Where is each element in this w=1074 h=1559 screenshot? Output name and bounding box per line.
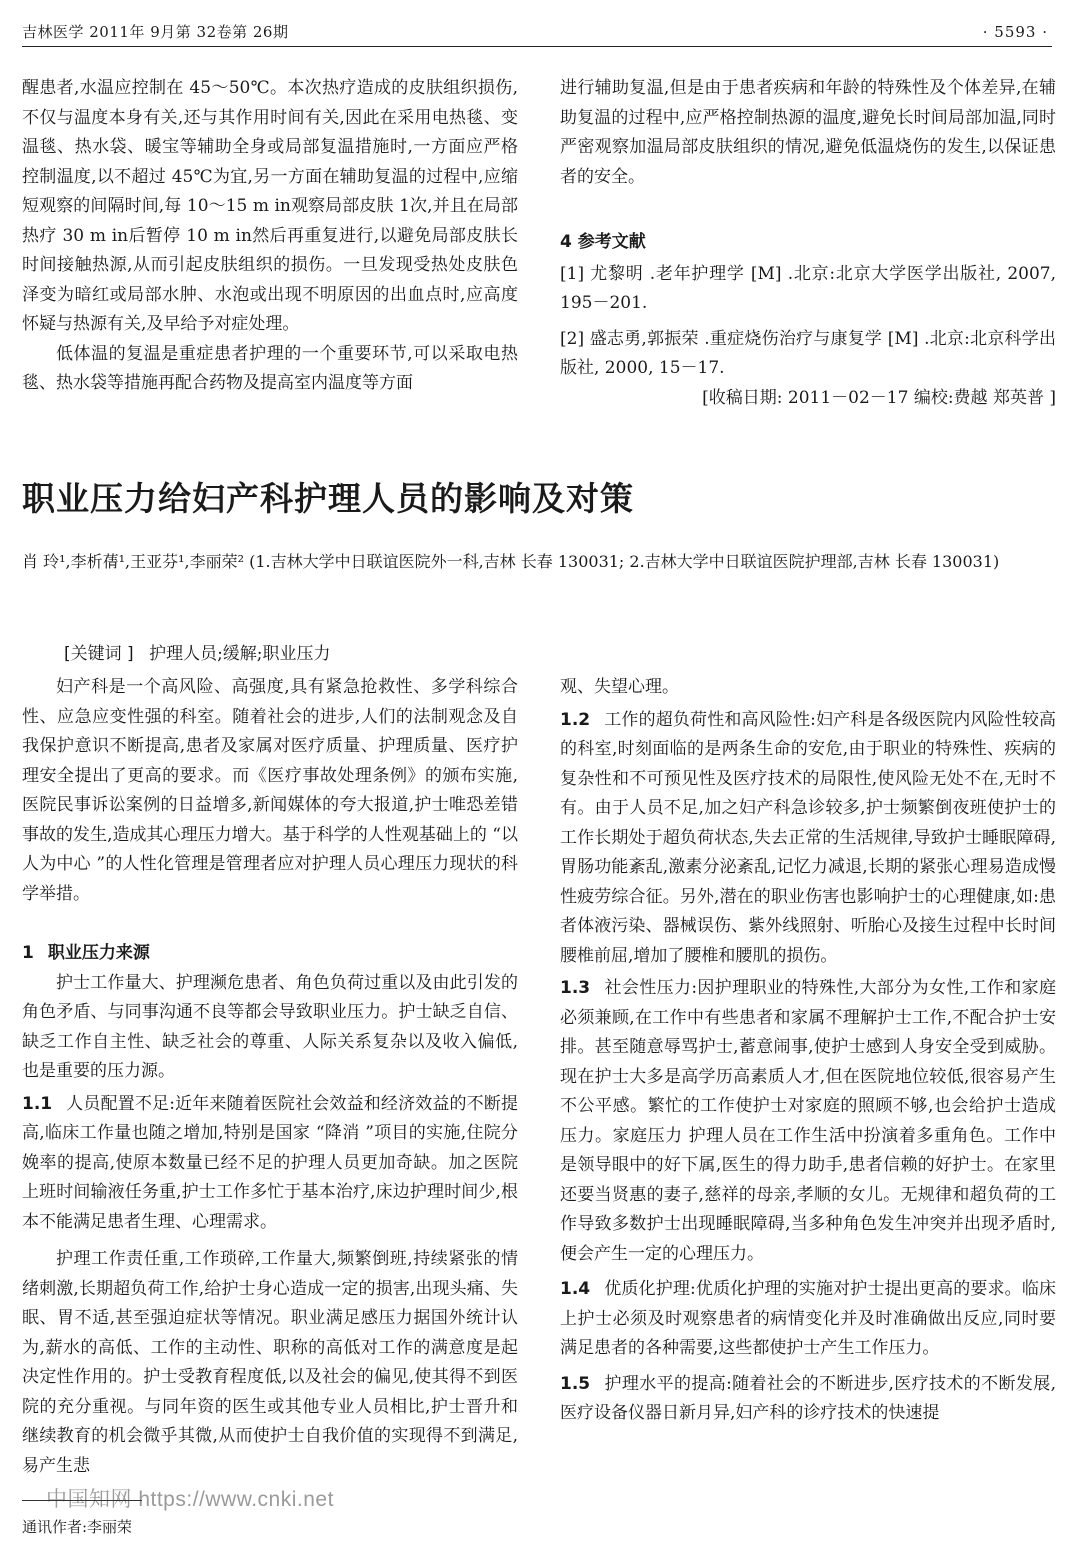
subsection-1-5-text: 护理水平的提高:随着社会的不断进步,医疗技术的不断发展,医疗设备仪器日新月异,妇产科的诊疗技术的快速提 [560,1373,1056,1423]
intro-paragraph: 妇产科是一个高风险、高强度,具有紧急抢救性、多学科综合性、应急应变性强的科室。随着社会的进步,人们的法制观念及自我保护意识不断提高,患者及家属对医疗质量、护理质量、医疗护理安全提出了更高的要求。而《医疗事故处理条例》的颁布实施,医院民事诉讼案例的日益增多,新闻媒体的夸大报道,护士唯恐差错事故的发生,造成其心理压力增大。基于科学的人性观基础上的 “以人为中心 ”的人性化管理是管理者应对护理人员心理压力现状的科学举措。 [22,677,518,904]
keywords [64,641,534,667]
section-1-title: 职业压力来源 [47,943,150,963]
journal-info: 吉林医学 2011年 9月第 32卷第 26期 [22,23,289,41]
keywords-text: 护理人员;缓解;职业压力 [149,644,331,664]
subsection-1-4 [560,1275,1056,1364]
section-1-number: 1 [22,943,34,963]
subsection-1-3 [560,974,1056,1269]
subsection-1-5 [560,1370,1056,1429]
prev-article-left-column [22,74,518,399]
subsection-1-3-text: 社会性压力:因护理职业的特殊性,大部分为女性,工作和家庭必须兼顾,在工作中有些患者和家属不理解护士工作,不配合护士安排。甚至随意辱骂护士,蓄意闹事,使护士感到人身安全受到威胁。现在护士大多是高学历高素质人才,但在医院地位较低,很容易产生不公平感。繁忙的工作使护士对家庭的照顾不够,也会给护士造成压力。家庭压力 护理人员在工作生活中扮演着多重角色。工作中是领导眼中的好下属,医生的得力助手,患者信赖的好护士。在家里还要当贤惠的妻子,慈祥的母亲,孝顺的女儿。无规律和超负荷的工作导致多数护士出现睡眠障碍,当多种角色发生冲突并出现矛盾时,便会产生一定的心理压力。 [560,978,1056,1264]
prev-paragraph-2: 低体温的复温是重症患者护理的一个重要环节,可以采取电热毯、热水袋等措施再配合药物及提高室内温度等方面 [22,343,518,393]
subsection-1-2-text: 工作的超负荷性和高风险性:妇产科是各级医院内风险性较高的科室,时刻面临的是两条生命的安危,由于职业的特殊性、疾病的复杂性和不可预见性及医疗技术的局限性,使风险无处不在,无时不有。由于人员不足,加之妇产科急诊较多,护士频繁倒夜班使护士的工作长期处于超负荷状态,失去正常的生活规律,导致护士睡眠障碍,胃肠功能紊乱,激素分泌紊乱,记忆力减退,长期的紧张心理易造成慢性疲劳综合征。另外,潜在的职业伤害也影响护士的心理健康,如:患者体液污染、器械误伤、紫外线照射、听胎心及接生过程中长时间腰椎前屈,增加了腰椎和腰肌的损伤。 [560,709,1056,966]
subsection-1-1 [22,1090,518,1238]
reference-2: [2] 盛志勇,郭振荣 .重症烧伤治疗与康复学 [M] .北京:北京科学出版社, 2000, 15－17. [560,328,1056,378]
prev-article-right-column [560,74,1056,413]
footnote-divider [22,1500,142,1501]
authors-affiliations: 肖 玲¹,李析蒨¹,王亚芬¹,李丽荣² (1.吉林大学中日联谊医院外一科,吉林 长春 130031; 2.吉林大学中日联谊医院护理部,吉林 长春 130031) [22,552,1000,571]
page-number: · 5593 · [982,23,1048,41]
subsection-1-4-text: 优质化护理:优质化护理的实施对护士提出更高的要求。临床上护士必须及时观察患者的病情变化并及时准确做出反应,同时要满足患者的各种需要,这些都使护士产生工作压力。 [560,1279,1056,1358]
section-1-heading [22,939,518,969]
running-header [22,22,1052,47]
prev-paragraph-3: 进行辅助复温,但是由于患者疾病和年龄的特殊性及个体差异,在辅助复温的过程中,应严格控制热源的温度,避免长时间局部加温,同时严密观察加温局部皮肤组织的情况,避免低温烧伤的发生,以保证患者的安全。 [560,78,1056,187]
subsection-1-1-number: 1.1 [22,1093,53,1114]
article-title: 职业压力给妇产科护理人员的影响及对策 [22,479,634,518]
subsection-1-4-number: 1.4 [560,1279,591,1299]
subsection-1-2 [560,706,1056,972]
keywords-label: [关键词 ] [64,644,134,664]
subsection-1-5-number: 1.5 [560,1373,591,1394]
subsection-1-1-paragraph-2: 护理工作责任重,工作琐碎,工作量大,频繁倒班,持续紧张的情绪刺激,长期超负荷工作,给护士身心造成一定的损害,出现头痛、失眠、胃不适,甚至强迫症状等情况。职业满足感压力据国外统计认为,薪水的高低、工作的主动性、职称的高低对工作的满意度是起决定性作用的。护士受教育程度低,以及社会的偏见,使其得不到医院的充分重视。与同年资的医生或其他专业人员相比,护士晋升和继续教育的机会微乎其微,从而使护士自我价值的实现得不到满足,易产生悲 [22,1249,518,1476]
article-right-column [560,673,1056,1429]
corresponding-author: 通讯作者:李丽荣 [22,1518,133,1536]
continued-text: 观、失望心理。 [560,677,679,697]
cnki-watermark: 中国知网 https://www.cnki.net [46,1488,334,1511]
subsection-1-1-text: 人员配置不足:近年来随着医院社会效益和经济效益的不断提高,临床工作量也随之增加,特别是国家 “降消 ”项目的实施,住院分娩率的提高,使原本数量已经不足的护理人员更加奇缺。加之医院上班时间输液任务重,护士工作多忙于基本治疗,床边护理时间少,根本不能满足患者生理、心理需求。 [22,1093,518,1232]
subsection-1-3-number: 1.3 [560,978,591,998]
prev-paragraph-1: 醒患者,水温应控制在 45～50℃。本次热疗造成的皮肤组织损伤,不仅与温度本身有关,还与其作用时间有关,因此在采用电热毯、变温毯、热水袋、暖宝等辅助全身或局部复温措施时,一方面应严格控制温度,以不超过 45℃为宜,另一方面在辅助复温的过程中,应缩短观察的间隔时间,每 10～15 m in观察局部皮肤 1次,并且在局部热疗 30 m in后暂停 10 m in然后再重复进行,以避免局部皮肤长时间接触热源,从而引起皮肤组织的损伤。一旦发现受热处皮肤色泽变为暗红或局部水肿、水泡或出现不明原因的出血点时,应高度怀疑与热源有关,及早给予对症处理。 [22,78,518,334]
article-left-column [22,673,518,1481]
subsection-1-2-number: 1.2 [560,709,591,730]
reference-1: [1] 尤黎明 .老年护理学 [M] .北京:北京大学医学出版社, 2007, 195－201. [560,263,1056,313]
section-1-intro: 护士工作量大、护理濒危患者、角色负荷过重以及由此引发的角色矛盾、与同事沟通不良等都会导致职业压力。护士缺乏自信、缺乏工作自主性、缺乏社会的尊重、人际关系复杂以及收入偏低,也是重要的压力源。 [22,972,518,1081]
received-date: [收稿日期: 2011－02－17 编校:费越 郑英普 ] [702,387,1056,408]
references-heading: 4 参考文献 [560,232,646,252]
